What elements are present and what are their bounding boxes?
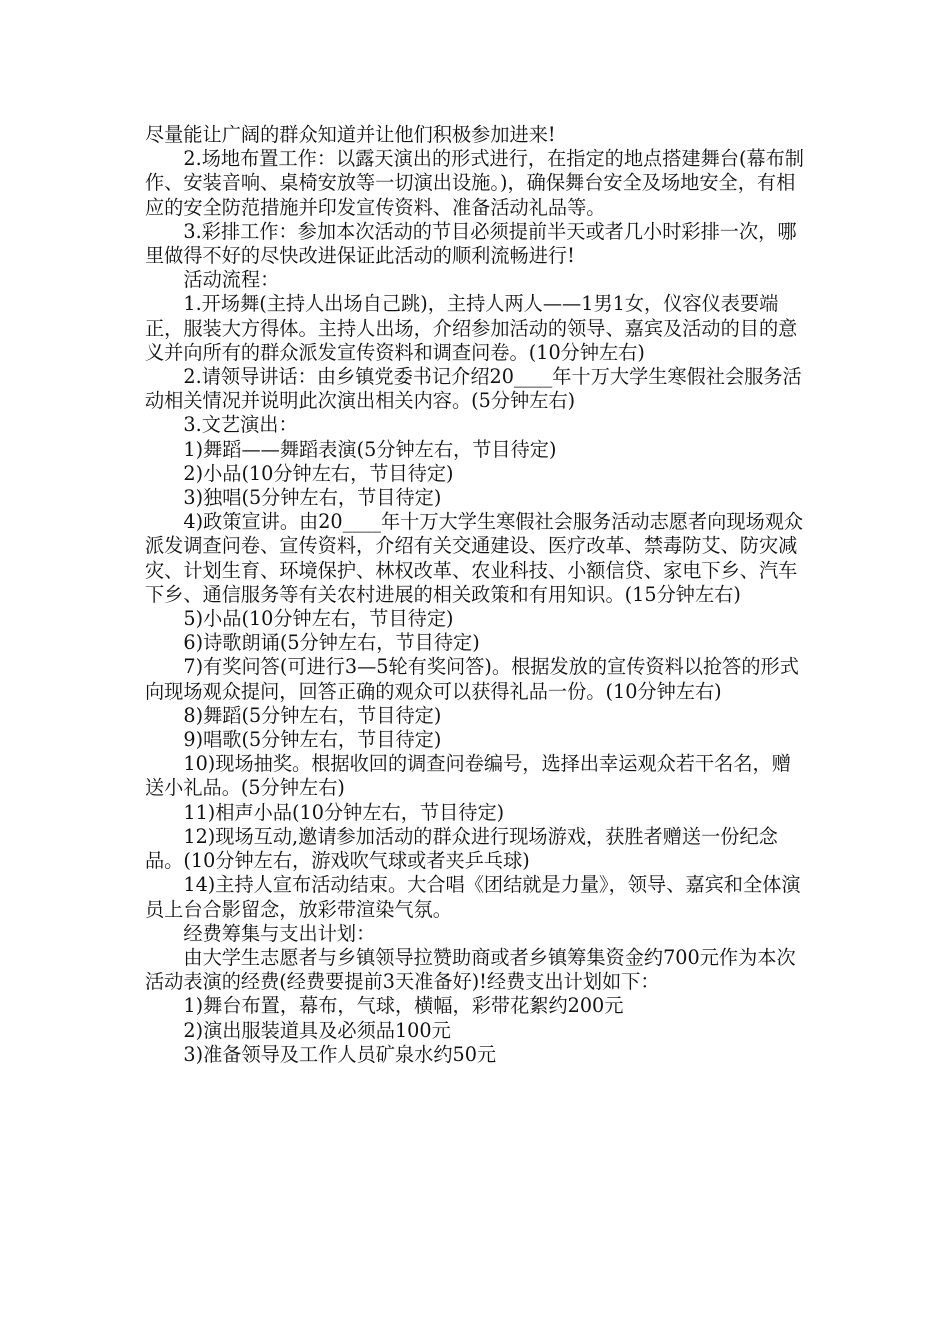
list-item: 1)舞台布置，幕布，气球，横幅，彩带花絮约200元 [183,994,624,1018]
list-item: 7)有奖问答(可进行3—5轮有奖问答)。根据发放的宣传资料以抢答的形式向现场观众提问，回答正确的观众可以获得礼品一份。(10分钟左右) [145,655,799,703]
list-item: 3)独唱(5分钟左右，节目待定) [183,486,442,510]
list-item: 14)主持人宣布活动结束。大合唱《团结就是力量》，领导、嘉宾和全体演员上台合影留念，放彩带渲染气氛。 [145,873,801,921]
list-item: 9)唱歌(5分钟左右，节目待定) [183,728,442,752]
document-body [145,123,810,1067]
list-item: 4)政策宣讲。由20____年十万大学生寒假社会服务活动志愿者向现场观众派发调查问卷、宣传资料，介绍有关交通建设、医疗改革、禁毒防艾、防灾减灾、计划生育、环境保护、林权改革、农业科技、小额信贷、家电下乡、汽车下乡、通信服务等有关农村进展的相关政策和有用知识。(15分钟左右) [145,510,804,606]
list-item: 8)舞蹈(5分钟左右，节目待定) [183,703,442,727]
paragraph: 由大学生志愿者与乡镇领导拉赞助商或者乡镇筹集资金约700元作为本次活动表演的经费(经费要提前3天准备好)!经费支出计划如下： [145,945,796,994]
list-item: 11)相声小品(10分钟左右，节目待定) [183,800,505,824]
paragraph: 2.场地布置工作：以露天演出的形式进行，在指定的地点搭建舞台(幕布制作、安装音响、桌椅安放等一切演出设施。)，确保舞台安全及场地安全，有相应的安全防范措施并印发宣传资料、准备活动礼品等。 [145,147,804,219]
section-heading: 活动流程： [183,268,280,292]
list-item: 6)诗歌朗诵(5分钟左右，节目待定) [183,631,480,655]
section-heading: 经费筹集与支出计划： [183,921,376,945]
paragraph: 3.文艺演出： [183,413,298,437]
list-item: 5)小品(10分钟左右，节目待定) [183,607,454,631]
list-item: 3)准备领导及工作人员矿泉水约50元 [183,1042,497,1066]
list-item: 12)现场互动,邀请参加活动的群众进行现场游戏，获胜者赠送一份纪念品。(10分钟左右，游戏吹气球或者夹乒乓球) [145,824,778,873]
paragraph: 3.彩排工作：参加本次活动的节目必须提前半天或者几小时彩排一次，哪里做得不好的尽快改进保证此活动的顺利流畅进行! [145,219,797,268]
list-item: 1)舞蹈——舞蹈表演(5分钟左右，节目待定) [183,437,557,461]
paragraph: 尽量能让广阔的群众知道并让他们积极参加进来! [145,123,556,146]
list-item: 2)演出服装道具及必须品100元 [183,1018,451,1042]
paragraph: 1.开场舞(主持人出场自己跳)，主持人两人——1男1女，仪容仪表要端正，服装大方得体。主持人出场，介绍参加活动的领导、嘉宾及活动的目的意义并向所有的群众派发宣传资料和调查问卷。(10分钟左右) [145,292,798,364]
list-item: 2)小品(10分钟左右，节目待定) [183,461,454,485]
list-item: 10)现场抽奖。根据收回的调查问卷编号，选择出幸运观众若干名名，赠送小礼品。(5分钟左右) [145,752,791,800]
paragraph: 2.请领导讲话：由乡镇党委书记介绍20____年十万大学生寒假社会服务活动相关情况并说明此次演出相关内容。(5分钟左右) [145,365,802,413]
